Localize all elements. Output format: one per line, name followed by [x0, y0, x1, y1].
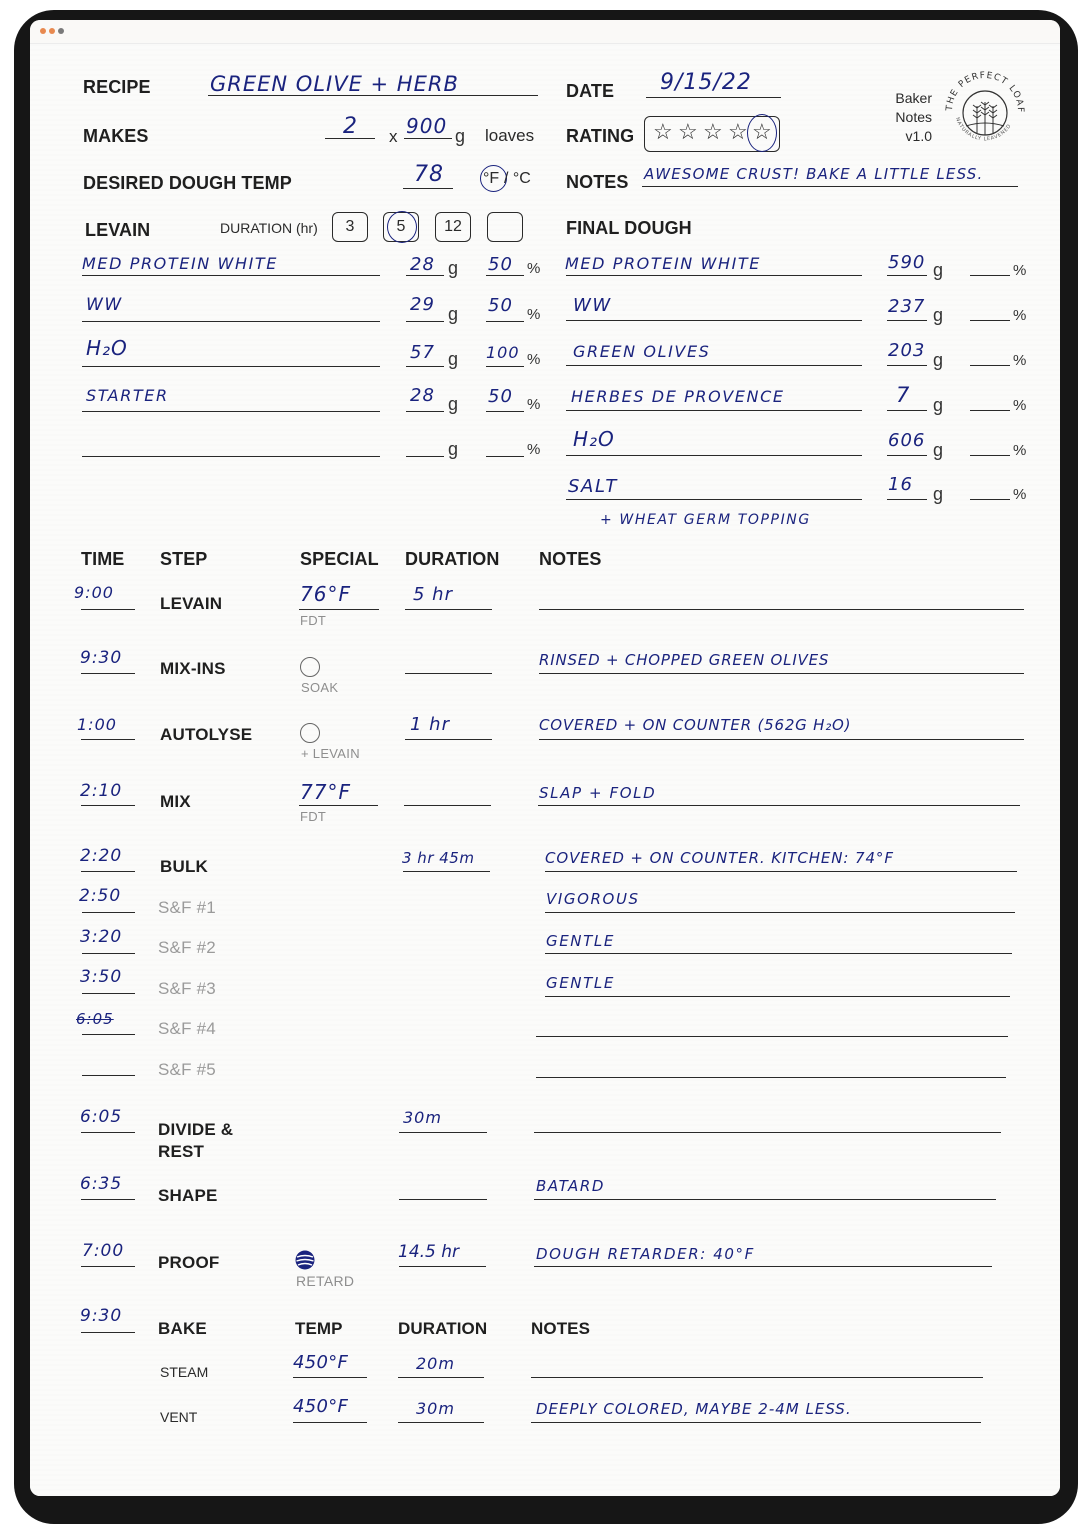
step-label: S&F #3 [158, 979, 216, 998]
notes-value[interactable]: DOUGH RETARDER: 40°F [536, 1245, 755, 1263]
bake-duration-value[interactable]: 20m [416, 1354, 455, 1373]
fd-grams-line [887, 410, 927, 411]
date-underline [646, 97, 781, 98]
fd-grams-line [887, 365, 927, 366]
fd-ingredient-line [566, 320, 862, 321]
time-line [81, 739, 135, 740]
bake-notes-line [531, 1422, 981, 1423]
duration-value[interactable]: 3 hr 45m [402, 849, 475, 867]
levain-ingredient-line [82, 411, 380, 412]
bake-temp-value[interactable]: 450°F [293, 1396, 349, 1417]
notes-line [534, 1266, 992, 1267]
bake-header-notes: NOTES [531, 1319, 591, 1338]
special-sub: SOAK [301, 680, 339, 695]
duration-line[interactable] [404, 805, 491, 806]
duration-value[interactable]: 30m [403, 1108, 442, 1127]
levain-percent[interactable]: 50 [488, 386, 513, 407]
notes-value[interactable]: COVERED + ON COUNTER (562G H₂O) [539, 716, 852, 734]
time-line [81, 673, 135, 674]
special-value[interactable]: 76°F [300, 582, 351, 606]
levain-grams[interactable]: 28 [410, 385, 435, 406]
step-label: PROOF [158, 1253, 220, 1272]
brand-text [894, 89, 932, 146]
time-line [82, 953, 135, 954]
duration-line[interactable] [399, 1199, 487, 1200]
time-line [82, 1034, 135, 1035]
levain-percent[interactable]: 50 [488, 295, 513, 316]
levain-ingredient-line[interactable] [82, 456, 380, 457]
levain-pct-line [486, 275, 524, 276]
special-line [299, 805, 378, 806]
notes-value[interactable]: BATARD [536, 1177, 606, 1195]
special-line [299, 609, 379, 610]
step-label: AUTOLYSE [160, 725, 253, 744]
notes-line [538, 805, 1020, 806]
fd-grams-line [887, 455, 927, 456]
maximize-button[interactable] [58, 28, 64, 34]
fd-ingredient-line [566, 410, 862, 411]
fd-ingredient-line [566, 499, 862, 500]
makes-suffix: loaves [485, 126, 535, 145]
levain-pct-line [486, 321, 524, 322]
ddt-unit-selected-circle [480, 165, 507, 192]
time-line[interactable] [82, 1075, 135, 1076]
time-value[interactable]: 3:50 [80, 967, 123, 987]
duration-line [399, 1266, 486, 1267]
time-line [82, 912, 135, 913]
brand-line-2: Notes [895, 109, 932, 125]
notes-line [534, 1199, 996, 1200]
levain-grams-line [406, 366, 444, 367]
duration-value[interactable]: 5 hr [413, 584, 453, 605]
step-label: BULK [160, 857, 209, 876]
makes-count-value[interactable]: 2 [343, 114, 358, 139]
fd-grams[interactable]: 7 [896, 383, 911, 407]
notes-label: NOTES [566, 172, 629, 192]
levain-radio[interactable] [300, 723, 320, 743]
title-bar [30, 20, 1060, 44]
star-icon-2[interactable]: ☆ [678, 119, 698, 144]
step-label: S&F #2 [158, 938, 216, 957]
fd-grams[interactable]: 16 [888, 474, 913, 495]
step-label: MIX [160, 792, 191, 811]
fd-pct-unit: % [1013, 352, 1027, 369]
bake-duration-value[interactable]: 30m [416, 1399, 455, 1418]
bake-notes-value[interactable]: DEEPLY COLORED, MAYBE 2-4M LESS. [536, 1400, 852, 1418]
ddt-unit-f[interactable]: °F [483, 170, 500, 187]
fd-g-unit: g [933, 260, 944, 280]
rating-label: RATING [566, 126, 635, 146]
time-line [81, 1132, 135, 1133]
fd-g-unit: g [933, 484, 944, 504]
fd-grams-line [887, 320, 927, 321]
time-value[interactable]: 2:20 [80, 846, 123, 866]
schedule-header-time: TIME [81, 549, 125, 569]
fd-pct-line[interactable] [970, 455, 1010, 456]
notes-line [545, 996, 1010, 997]
fd-ingredient[interactable]: WW [573, 295, 612, 316]
fd-ingredient[interactable]: GREEN OLIVES [573, 342, 711, 361]
bake-duration-line [398, 1377, 484, 1378]
fd-pct-unit: % [1013, 262, 1027, 279]
fd-ingredient-line [566, 455, 862, 456]
notes-value[interactable]: COVERED + ON COUNTER. KITCHEN: 74°F [545, 849, 894, 867]
special-sub: FDT [300, 809, 327, 824]
makes-weight-value[interactable]: 900 [406, 114, 448, 138]
levain-ingredient[interactable]: STARTER [86, 386, 169, 405]
bake-duration-line [398, 1422, 484, 1423]
duration-line [403, 871, 490, 872]
fd-g-unit: g [933, 305, 944, 325]
fd-extra-note[interactable]: + WHEAT GERM TOPPING [600, 512, 811, 528]
ddt-underline [403, 188, 453, 189]
special-sub: FDT [300, 613, 327, 628]
notes-line [539, 739, 1024, 740]
svg-text:NATURALLY LEAVENED [954, 117, 1013, 143]
levain-grams[interactable]: 29 [410, 294, 435, 315]
levain-pct-line [486, 411, 524, 412]
logo-bottom-text: NATURALLY LEAVENED [954, 116, 1013, 143]
notes-line[interactable] [536, 1036, 1008, 1037]
levain-g-unit: g [448, 349, 459, 369]
fd-ingredient[interactable]: MED PROTEIN WHITE [565, 254, 761, 273]
levain-g-unit: g [448, 304, 459, 324]
duration-value[interactable]: 14.5 hr [398, 1242, 460, 1262]
fd-grams[interactable]: 590 [888, 252, 926, 273]
levain-grams-line[interactable] [406, 456, 444, 457]
schedule-header-duration: DURATION [405, 549, 500, 569]
time-line [81, 871, 135, 872]
bake-time-value[interactable]: 9:30 [80, 1306, 123, 1326]
bake-phase: VENT [160, 1409, 198, 1425]
levain-duration-label: DURATION (hr) [220, 220, 318, 236]
fd-pct-line[interactable] [970, 499, 1010, 500]
levain-g-unit: g [448, 439, 459, 459]
fd-pct-line[interactable] [970, 275, 1010, 276]
minimize-button[interactable] [49, 28, 55, 34]
duration-line[interactable] [405, 673, 492, 674]
step-label-2: REST [158, 1142, 205, 1161]
fd-pct-unit: % [1013, 307, 1027, 324]
duration-value[interactable]: 1 hr [410, 714, 450, 735]
fd-ingredient-line [566, 365, 862, 366]
notes-value[interactable]: RINSED + CHOPPED GREEN OLIVES [539, 651, 830, 669]
time-value[interactable]: 9:30 [80, 648, 123, 668]
bake-time-line [81, 1332, 135, 1333]
soak-radio[interactable] [300, 657, 320, 677]
notes-value[interactable]: SLAP + FOLD [539, 784, 657, 802]
notes-line[interactable] [539, 609, 1024, 610]
fd-ingredient[interactable]: SALT [568, 476, 618, 497]
levain-grams-line [406, 275, 444, 276]
levain-duration-selected-circle [387, 211, 417, 243]
levain-duration-option-5[interactable]: 5 [383, 212, 419, 242]
step-label: DIVIDE & [158, 1120, 234, 1139]
bake-phase: STEAM [160, 1364, 209, 1380]
step-label: SHAPE [158, 1186, 218, 1205]
notes-underline [642, 186, 1018, 187]
schedule-header-notes: NOTES [539, 549, 602, 569]
makes-unit: g [455, 126, 466, 146]
fd-pct-line[interactable] [970, 320, 1010, 321]
fd-ingredient-line [566, 275, 862, 276]
ddt-label: DESIRED DOUGH TEMP [83, 173, 292, 193]
levain-g-unit: g [448, 394, 459, 414]
bake-temp-line [293, 1377, 367, 1378]
bake-temp-value[interactable]: 450°F [293, 1352, 349, 1373]
levain-ingredient-line [82, 366, 380, 367]
fd-g-unit: g [933, 350, 944, 370]
makes-label: MAKES [83, 126, 149, 146]
star-icon-4[interactable]: ☆ [728, 119, 748, 144]
notes-value[interactable]: GENTLE [546, 974, 615, 992]
app-window [30, 20, 1060, 1496]
fd-ingredient[interactable]: H₂O [573, 427, 615, 451]
ddt-unit-c[interactable]: / °C [504, 170, 531, 187]
date-label: DATE [566, 81, 615, 101]
bake-header-temp: TEMP [295, 1319, 343, 1338]
fd-pct-unit: % [1013, 486, 1027, 503]
levain-pct-unit: % [527, 306, 541, 323]
notes-line [539, 673, 1024, 674]
fd-grams[interactable]: 203 [888, 340, 926, 361]
baker-notes-sheet [30, 44, 1060, 1496]
notes-line[interactable] [536, 1077, 1006, 1078]
date-value[interactable]: 9/15/22 [660, 70, 752, 95]
levain-ingredient[interactable]: WW [86, 295, 123, 315]
step-label: MIX-INS [160, 659, 226, 678]
time-line [82, 993, 135, 994]
levain-pct-unit: % [527, 351, 541, 368]
logo-top-text: THE PERFECT LOAF [944, 70, 1026, 114]
levain-pct-unit: % [527, 441, 541, 458]
retard-filled-radio-icon[interactable] [294, 1249, 316, 1271]
perfect-loaf-logo-icon [942, 68, 1028, 154]
levain-duration-option-custom[interactable] [487, 212, 523, 242]
time-value[interactable]: 6:05 [80, 1107, 123, 1127]
duration-line [405, 739, 492, 740]
levain-grams[interactable]: 28 [410, 254, 435, 275]
recipe-label: RECIPE [83, 77, 151, 97]
levain-duration-option-3[interactable]: 3 [332, 212, 368, 242]
notes-line[interactable] [534, 1132, 1001, 1133]
brand-line-1: Baker [895, 90, 932, 106]
levain-grams-line [406, 321, 444, 322]
levain-grams-line [406, 411, 444, 412]
special-sub: RETARD [296, 1273, 355, 1289]
time-value[interactable]: 9:00 [74, 583, 114, 602]
ddt-value[interactable]: 78 [414, 162, 444, 187]
notes-line [545, 953, 1012, 954]
rating-selected-circle [747, 114, 777, 152]
brand-version: v1.0 [905, 128, 932, 144]
levain-grams[interactable]: 57 [410, 342, 435, 363]
time-line [81, 609, 135, 610]
levain-ingredient[interactable]: MED PROTEIN WHITE [82, 254, 278, 273]
fd-pct-unit: % [1013, 397, 1027, 414]
fd-ingredient[interactable]: HERBES DE PROVENCE [571, 387, 785, 406]
notes-value[interactable]: VIGOROUS [546, 890, 640, 908]
fd-g-unit: g [933, 440, 944, 460]
final-dough-label: FINAL DOUGH [566, 218, 692, 238]
fd-grams[interactable]: 606 [888, 430, 926, 451]
time-value[interactable]: 3:20 [80, 927, 123, 947]
levain-label: LEVAIN [85, 220, 151, 240]
levain-g-unit: g [448, 258, 459, 278]
step-label: S&F #5 [158, 1060, 216, 1079]
time-line [81, 805, 135, 806]
star-icon-5[interactable]: ☆ [752, 119, 772, 144]
special-value[interactable]: 77°F [300, 780, 351, 804]
duration-line [399, 1132, 487, 1133]
levain-ingredient-line [82, 275, 380, 276]
notes-line [545, 912, 1015, 913]
levain-duration-option-12[interactable]: 12 [435, 212, 471, 242]
fd-grams[interactable]: 237 [888, 296, 926, 317]
time-value[interactable]: 6:35 [80, 1174, 123, 1194]
step-label: S&F #4 [158, 1019, 216, 1038]
time-line [81, 1266, 135, 1267]
fd-grams-line [887, 275, 927, 276]
time-value[interactable]: 2:50 [79, 886, 122, 906]
time-value[interactable]: 2:10 [80, 781, 123, 801]
close-button[interactable] [40, 28, 46, 34]
step-label: LEVAIN [160, 594, 223, 613]
time-value-struck[interactable]: 6:05 [76, 1010, 114, 1028]
levain-percent[interactable]: 50 [488, 254, 513, 275]
bake-header-duration: DURATION [398, 1319, 488, 1338]
levain-ingredient-line [82, 321, 380, 322]
star-icon-1[interactable]: ☆ [653, 119, 673, 144]
fd-grams-line [887, 499, 927, 500]
time-value[interactable]: 1:00 [77, 715, 117, 734]
levain-pct-unit: % [527, 260, 541, 277]
duration-line [405, 609, 492, 610]
fd-pct-line[interactable] [970, 365, 1010, 366]
time-line [81, 1199, 135, 1200]
star-icon-3[interactable]: ☆ [703, 119, 723, 144]
fd-pct-line[interactable] [970, 410, 1010, 411]
special-sub: + LEVAIN [301, 746, 360, 761]
schedule-header-step: STEP [160, 549, 208, 569]
schedule-header-special: SPECIAL [300, 549, 379, 569]
levain-ingredient[interactable]: H₂O [86, 336, 128, 360]
recipe-value[interactable]: GREEN OLIVE + HERB [210, 72, 459, 96]
fd-pct-unit: % [1013, 442, 1027, 459]
levain-percent[interactable]: 100 [486, 343, 520, 362]
notes-value[interactable]: AWESOME CRUST! BAKE A LITTLE LESS. [644, 165, 984, 183]
levain-pct-line [486, 366, 524, 367]
fd-g-unit: g [933, 395, 944, 415]
bake-temp-line [293, 1422, 367, 1423]
makes-x: x [389, 127, 398, 146]
bake-label: BAKE [158, 1319, 207, 1338]
makes-weight-underline [404, 138, 452, 139]
step-label: S&F #1 [158, 898, 216, 917]
notes-line [545, 871, 1017, 872]
time-value[interactable]: 7:00 [82, 1241, 125, 1261]
levain-pct-line[interactable] [486, 456, 524, 457]
levain-pct-unit: % [527, 396, 541, 413]
notes-value[interactable]: GENTLE [546, 932, 615, 950]
bake-notes-line[interactable] [531, 1377, 983, 1378]
